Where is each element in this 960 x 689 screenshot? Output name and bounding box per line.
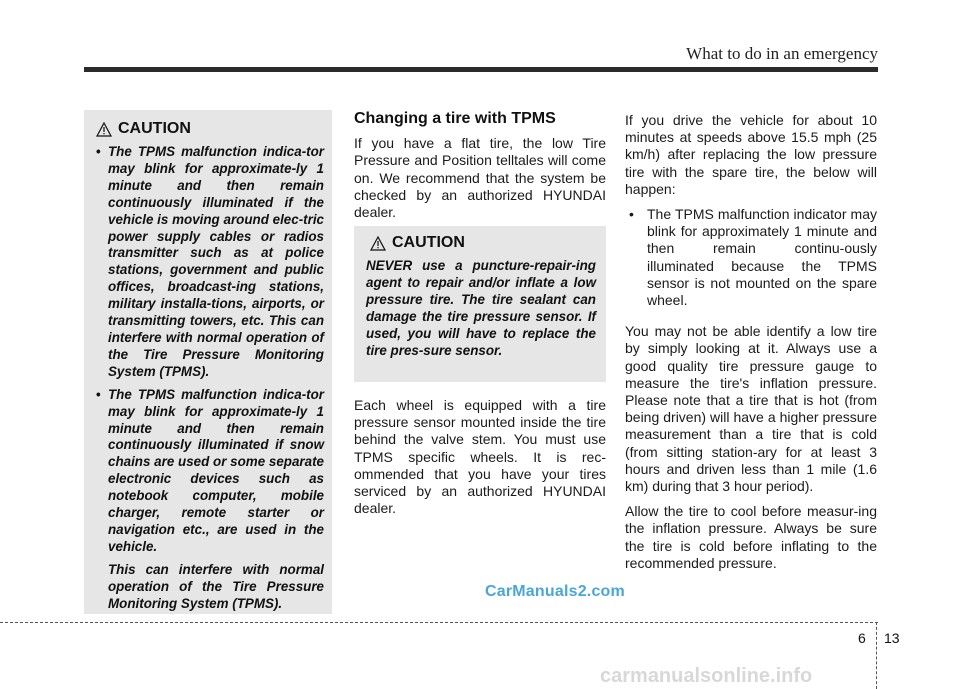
watermark-text: CarManuals2.com bbox=[485, 583, 625, 600]
caution-bullet: • The TPMS malfunction indica-tor may blink for approximate-ly 1 minute and then remain continuously illuminated if the vehicle is moving around elec-tric power supply cables or radios transmitter such as at police stations, government and public offices, broadcast-ing stations, military installa-tions, airports, or transmitting towers, etc. This can interfere with normal operation of the Tire Pressure Monitoring System (TPMS). bbox=[96, 144, 324, 381]
footer-rule bbox=[0, 622, 878, 623]
caution-box-left bbox=[84, 110, 332, 614]
page-header-title: What to do in an emergency bbox=[686, 44, 878, 63]
footer-divider bbox=[876, 622, 877, 689]
caution-box-middle bbox=[354, 226, 606, 382]
page-number: 13 bbox=[884, 630, 900, 646]
caution-tail-text: This can interfere with normal operation of the Tire Pressure Monitoring System (TPMS). bbox=[108, 561, 324, 611]
chapter-number: 6 bbox=[858, 630, 866, 646]
section-title: Changing a tire with TPMS bbox=[354, 110, 556, 127]
middle-paragraph-1: If you have a flat tire, the low Tire Pressure and Position telltales will come on. We recommend that the system be checked by an authorized HYUNDAI dealer. bbox=[354, 135, 606, 221]
middle-column bbox=[354, 110, 606, 229]
warning-triangle-icon bbox=[96, 122, 112, 137]
caution-bullet: • The TPMS malfunction indica-tor may blink for approximate-ly 1 minute and then remain continuously illuminated if snow chains are used or some separate electronic devices such as notebook computer, mobile charger, remote starter or navigation etc., are used in the vehicle. bbox=[96, 387, 324, 556]
caution-heading-middle bbox=[370, 234, 596, 252]
caution-heading-left bbox=[96, 120, 324, 138]
right-bullet-item: • The TPMS malfunction indicator may blink for approximately 1 minute and then remain continu-ously illuminated because the TPMS sensor is not mounted on the spare wheel. bbox=[625, 206, 877, 309]
caution-text-middle: NEVER use a puncture-repair-ing agent to repair and/or inflate a low pressure tire. The tire sealant can damage the tire pressure sensor. If used, you will have to replace the tire pres-sure sensor. bbox=[366, 258, 596, 358]
right-paragraph-1: If you drive the vehicle for about 10 minutes at speeds above 15.5 mph (25 km/h) after replacing the low pressure tire with the spare tire, the below will happen: bbox=[625, 112, 877, 197]
caution-heading-text: CAUTION bbox=[118, 120, 191, 137]
header-rule bbox=[84, 67, 878, 72]
site-watermark: carmanualsonline.info bbox=[600, 665, 813, 687]
right-column bbox=[625, 112, 877, 580]
right-paragraph-2: You may not be able identify a low tire by simply looking at it. Always use a good quality tire pressure gauge to measure the tire's inflation pressure. Please note that a tire that is hot (from being driven) will have a higher pressure measurement than a tire that is cold (from sitting station-ary for at least 3 hours and driven less than 1 mile (1.6 km) during that 3 hour period). bbox=[625, 323, 877, 495]
middle-paragraph-2: Each wheel is equipped with a tire pressure sensor mounted inside the tire behind the valve stem. You must use TPMS specific wheels. It is rec-ommended that you have your tires serviced by an authorized HYUNDAI dealer. bbox=[354, 397, 606, 517]
right-paragraph-3: Allow the tire to cool before measur-ing the inflation pressure. Always be sure the tire is cold before inflating to the recommended pressure. bbox=[625, 503, 877, 571]
warning-triangle-icon bbox=[370, 236, 386, 251]
caution-heading-text: CAUTION bbox=[392, 234, 465, 251]
